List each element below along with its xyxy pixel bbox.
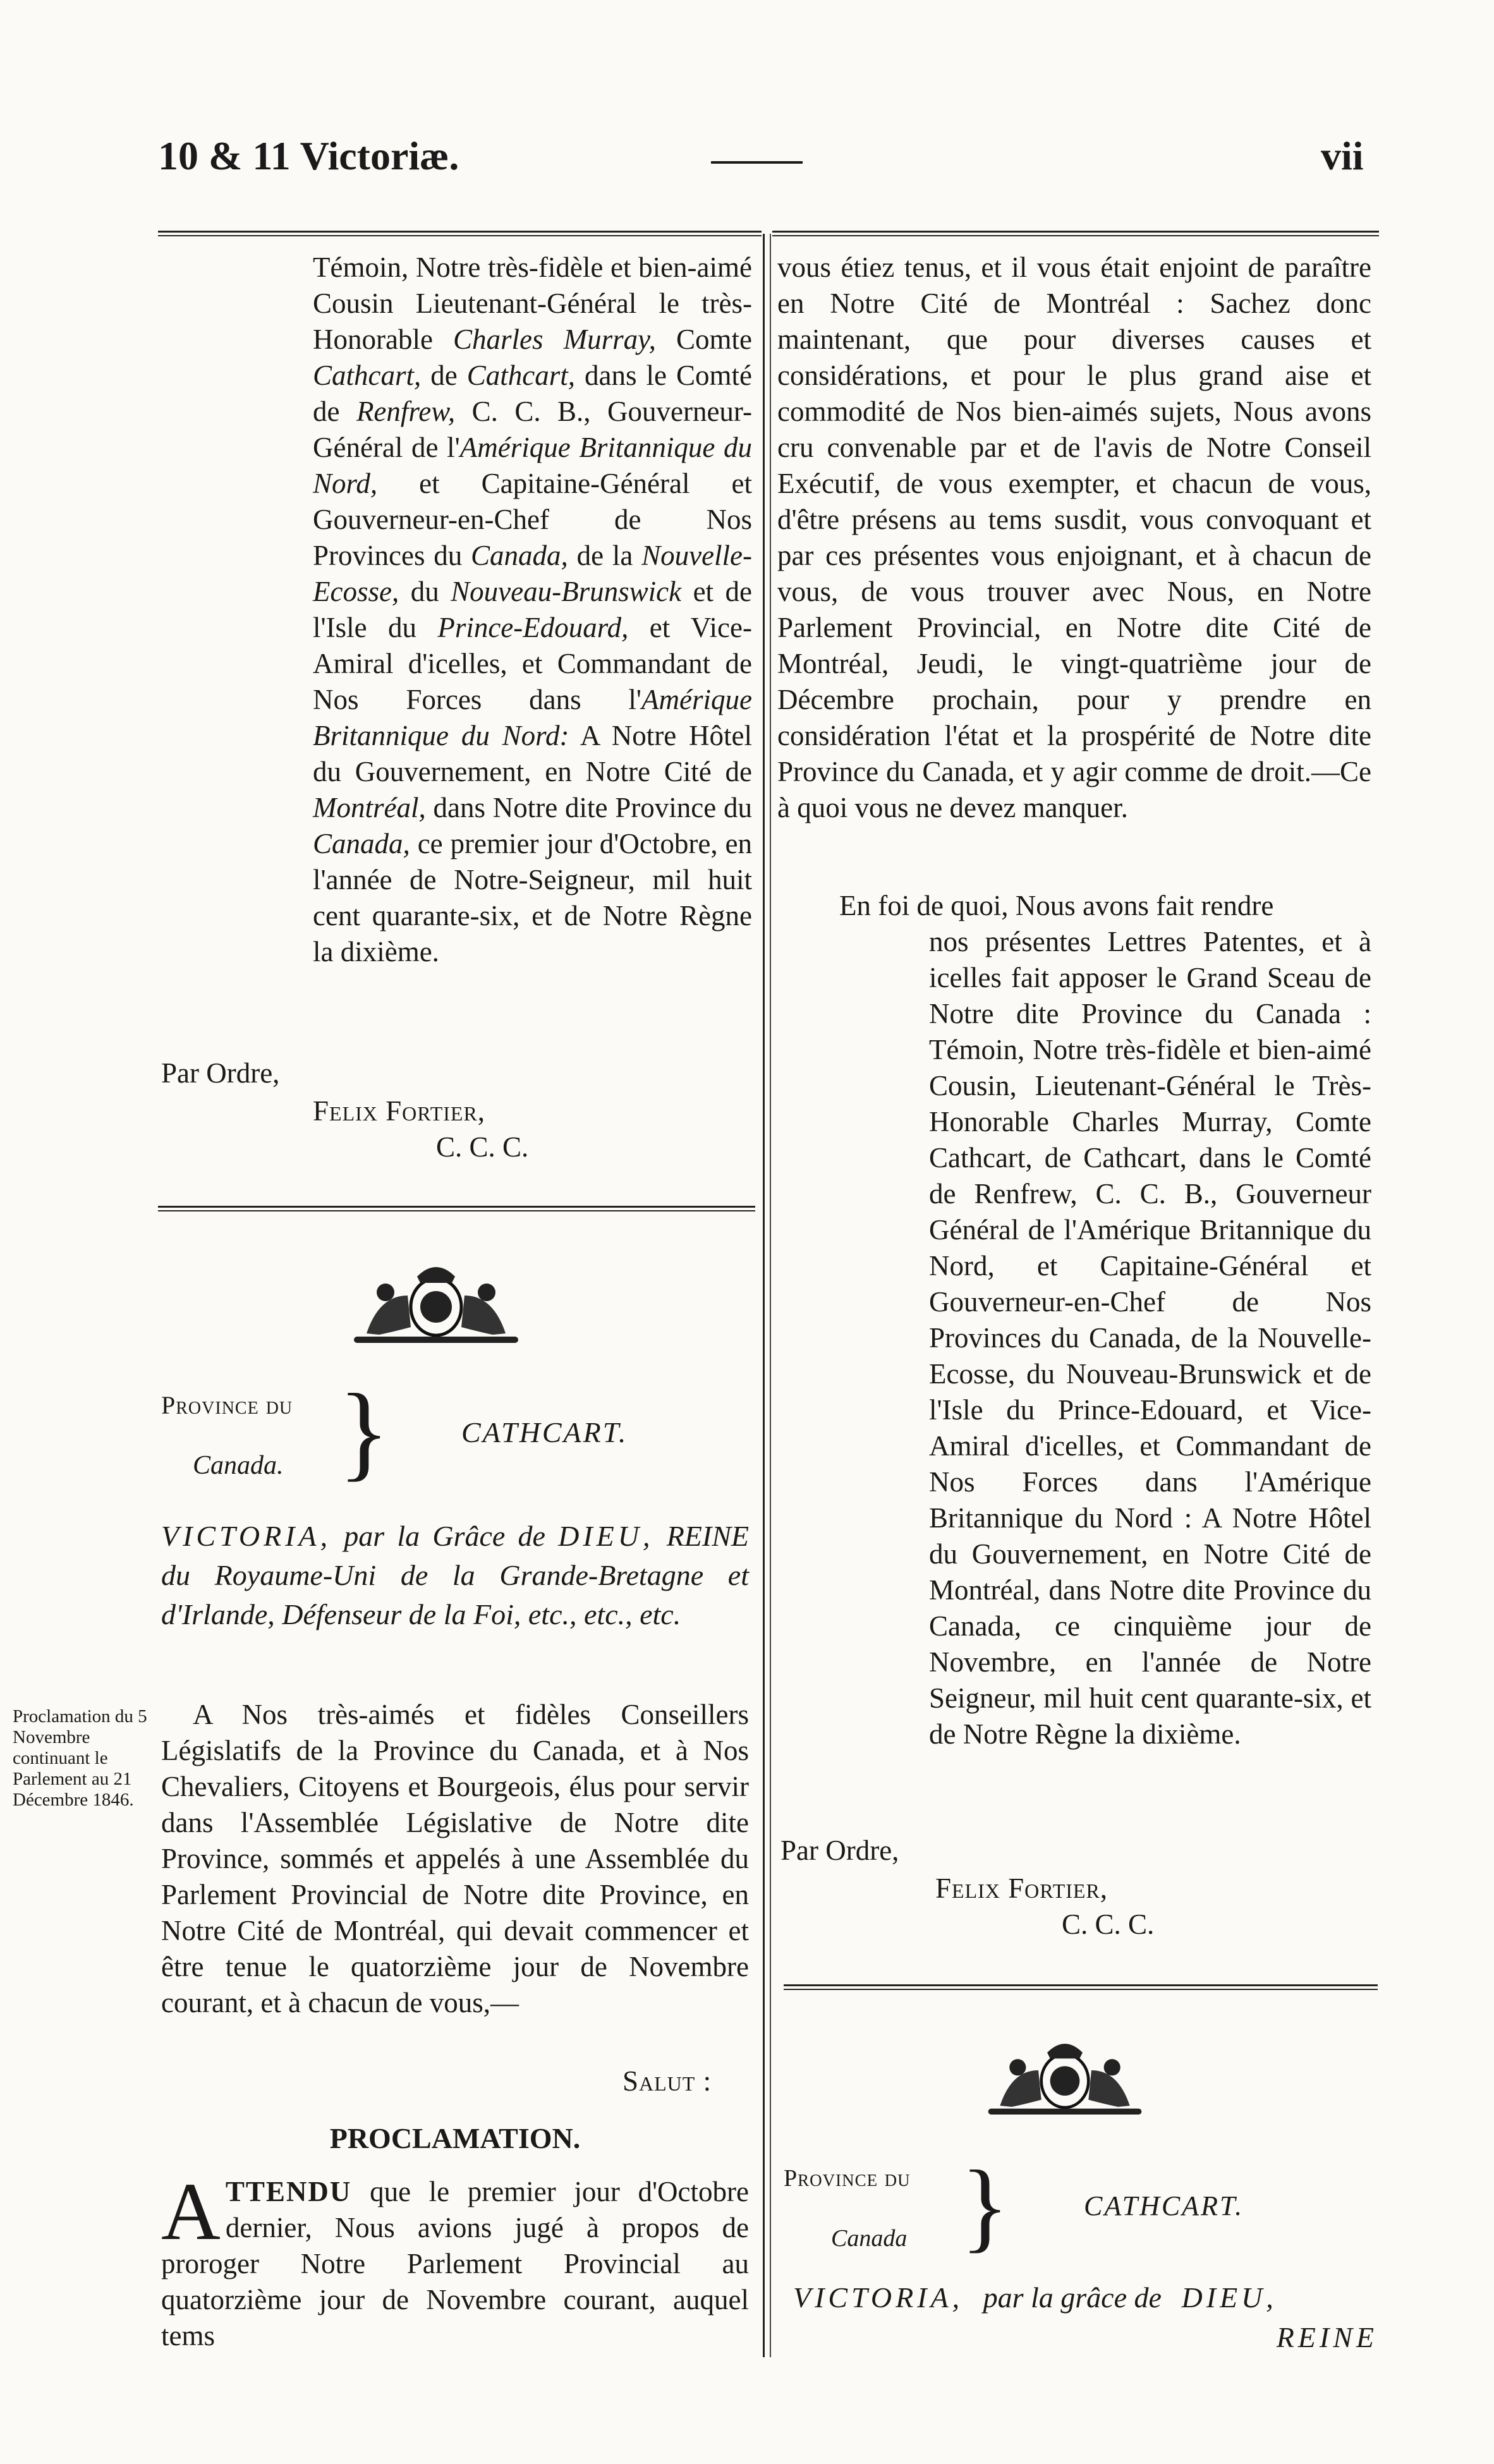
left-brace-icon: }	[338, 1372, 390, 1491]
top-rule-left-2	[158, 235, 762, 236]
left-salut: Salut :	[622, 2065, 712, 2097]
left-col-para1: Témoin, Notre très-fidèle et bien-aimé Cousin Lieutenant-Général le très-Honorable Charles Murray, Comte Cathcart, de Cathcart, dans le Comté de Renfrew, C. C. B., Gouverneur-Général de l'Amérique Britannique du Nord, et Capitaine-Général et Gouverneur-en-Chef de Nos Provinces du Canada, de la Nouvelle-Ecosse, du Nouveau-Brunswick et de l'Isle du Prince-Edouard, et Vice-Amiral d'icelles, et Commandant de Nos Forces dans l'Amérique Britannique du Nord: A Notre Hôtel du Gouvernement, en Notre Cité de Montréal, dans Notre dite Province du Canada, ce premier jour d'Octobre, en l'année de Notre-Seigneur, mil huit cent quarante-six, et de Notre Règne la dixième.	[313, 252, 753, 968]
right-mid-rule-2	[784, 1989, 1378, 1990]
left-mid-rule-1	[158, 1206, 755, 1208]
left-signer: Felix Fortier,	[313, 1095, 486, 1127]
right-signer-title: C. C. C.	[1062, 1909, 1155, 1940]
top-rule-right-2	[772, 235, 1379, 236]
right-province-du: Province du	[784, 2165, 911, 2192]
left-cathcart: CATHCART.	[461, 1416, 628, 1448]
right-par-ordre: Par Ordre,	[780, 1835, 899, 1866]
right-para1: vous étiez tenus, et il vous était enjoint de paraître en Notre Cité de Montréal : Sachez donc maintenant, que pour diverses causes et considérations, et pour le plus grand aise et commodité de Nos bien-aimés sujets, Nous avons cru convenable par et de l'avis de Notre Conseil Exécutif, de vous exempter, et chacun de vous, d'être présens au tems susdit, vous convoquant et par ces présentes vous enjoignant, et à chacun de vous, de vous trouver avec Nous, en Notre Parlement Provincial, en Notre dite Cité de Montréal, Jeudi, le vingt-quatrième jour de Décembre prochain, pour y prendre en considération l'état et la prospérité de Notre dite Province du Canada, et y agir comme de droit.—Ce à quoi vous ne devez manquer.	[777, 252, 1371, 823]
royal-arms-icon	[341, 1258, 531, 1352]
margin-note: Proclamation du 5 Novembre continuant le Parlement au 21 Décembre 1846.	[13, 1706, 147, 1810]
right-reine: REINE	[1276, 2321, 1378, 2353]
right-brace-icon: }	[961, 2149, 1009, 2262]
running-header	[0, 133, 1494, 183]
column-separator-inner	[770, 234, 771, 2357]
royal-arms-icon-right	[970, 2035, 1160, 2123]
left-mid-rule-2	[158, 1210, 755, 1211]
right-province-canada: Canada	[831, 2225, 908, 2252]
proclamation-heading: PROCLAMATION.	[329, 2122, 581, 2154]
left-address: A Nos très-aimés et fidèles Conseillers Législatifs de la Province du Canada, et à Nos Chevaliers, Citoyens et Bourgeois, élus pour servir dans l'Assemblée Législative de Notre dite Province, sommés et appelés à une Assemblée du Parlement Provincial de Notre dite Province, en Notre Cité de Montréal, qui devait commencer et être tenue le quatorzième jour de Novembre courant, et à chacun de vous,—	[161, 1699, 749, 2018]
right-victoria: VICTORIA, par la grâce de DIEU,	[793, 2281, 1277, 2314]
right-cathcart: CATHCART.	[1084, 2190, 1244, 2221]
left-victoria: VICTORIA, par la Grâce de DIEU, REINE du Royaume-Uni de la Grande-Bretagne et d'Irlande, Défenseur de la Foi, etc., etc., etc.	[161, 1520, 749, 1630]
right-enfoi-rest: nos présentes Lettres Patentes, et à icelles fait apposer le Grand Sceau de Notre dite Province du Canada : Témoin, Notre très-fidèle et bien-aimé Cousin, Lieutenant-Général le Très-Honorable Charles Murray, Comte Cathcart, de Cathcart, dans le Comté de Renfrew, C. C. B., Gouverneur Général de l'Amérique Britannique du Nord, et Capitaine-Général et Gouverneur-en-Chef de Nos Provinces du Canada, de la Nouvelle-Ecosse, du Nouveau-Brunswick et de l'Isle du Prince-Edouard, et Vice-Amiral d'icelles, et Commandant de Nos Forces dans l'Amérique Britannique du Nord : A Notre Hôtel du Gouvernement, en Notre Cité de Montréal, dans Notre dite Province du Canada, ce cinquième jour de Novembre, en l'année de Notre Seigneur, mil huit cent quarante-six, et de Notre Règne la dixième.	[929, 926, 1371, 1750]
left-province-du: Province du	[161, 1391, 293, 1419]
header-title: 10 & 11 Victoriæ.	[158, 133, 459, 178]
left-par-ordre: Par Ordre,	[161, 1057, 280, 1089]
right-enfoi-lead: En foi de quoi, Nous avons fait rendre	[839, 890, 1274, 921]
top-rule-right-1	[772, 231, 1379, 233]
right-signer: Felix Fortier,	[935, 1872, 1108, 1904]
left-province-canada: Canada.	[193, 1451, 284, 1480]
page-number: vii	[1321, 133, 1364, 178]
left-attendu: ATTENDU que le premier jour d'Octobre dernier, Nous avions jugé à propos de proroger Notre Parlement Provincial au quatorzième jour de Novembre courant, auquel tems	[161, 2166, 749, 2352]
column-separator	[763, 234, 765, 2357]
right-mid-rule-1	[784, 1984, 1378, 1986]
left-signer-title: C. C. C.	[436, 1131, 529, 1163]
header-dash	[711, 161, 803, 164]
top-rule-left-1	[158, 231, 762, 233]
